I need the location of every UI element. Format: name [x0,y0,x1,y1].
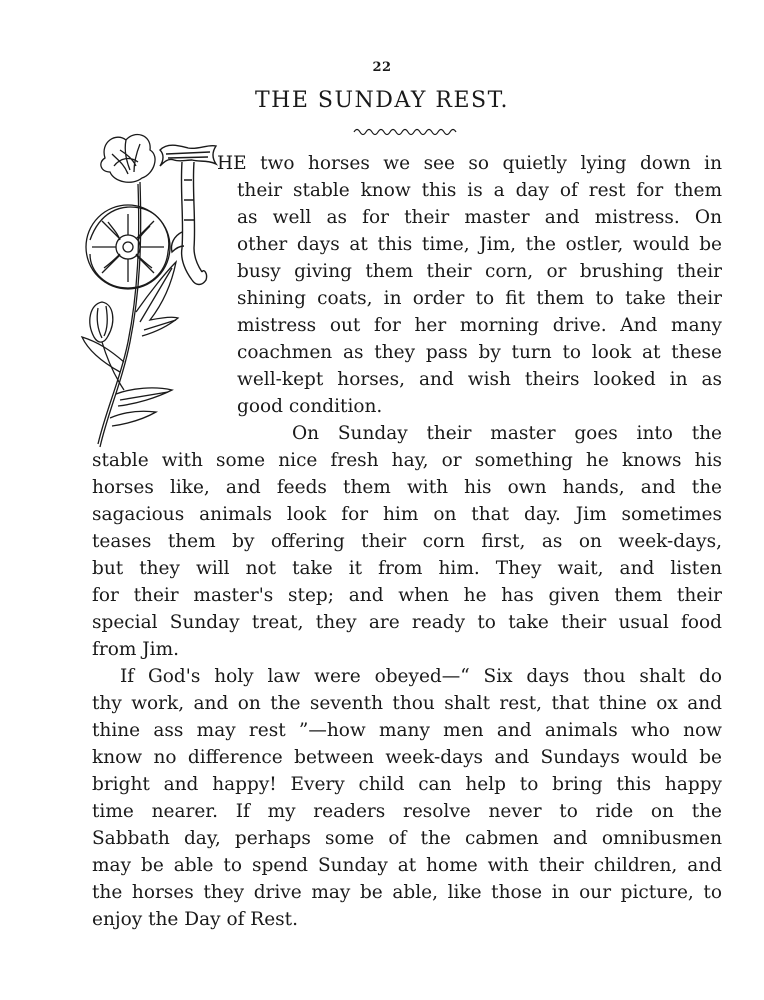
text-line: bright and happy! Every child can help to bring this happy [92,774,722,795]
text-line: Sabbath day, perhaps some of the cabmen and omnibusmen [92,828,722,849]
text-line: but they will not take it from him. They wait, and listen [92,558,722,579]
text-line: horses like, and feeds them with his own hands, and the [92,477,722,498]
text-line: from Jim. [92,639,180,660]
page-number: 22 [372,60,392,75]
text-line: enjoy the Day of Rest. [92,909,298,930]
text-line: the horses they drive may be able, like those in our picture, to [92,882,722,903]
text-line: their stable know this is a day of rest for them [237,180,722,201]
text-line: may be able to spend Sunday at home with their children, and [92,855,722,876]
wavy-rule-ornament [352,126,460,136]
text-line: sagacious animals look for him on that day. Jim sometimes [92,504,722,525]
text-line: coachmen as they pass by turn to look at these [237,342,722,363]
text-line: as well as for their master and mistress. On [237,207,722,228]
text-line: If God's holy law were obeyed—“ Six days thou shalt do [120,666,722,687]
text-line: know no difference between week-days and Sundays would be [92,747,722,768]
text-line: well-kept horses, and wish theirs looked in as [237,369,722,390]
text-line: thine ass may rest ”—how many men and animals who now [92,720,722,741]
text-line: On Sunday their master goes into the [292,423,722,444]
text-line: for their master's step; and when he has given them their [92,585,722,606]
text-line: stable with some nice fresh hay, or something he knows his [92,450,722,471]
page-title: THE SUNDAY REST. [254,88,510,113]
text-line: time nearer. If my readers resolve never to ride on the [92,801,722,822]
text-line: special Sunday treat, they are ready to take their usual food [92,612,722,633]
text-line: teases them by offering their corn first, as on week-days, [92,531,722,552]
drop-cap-letter-t-icon [158,140,220,290]
text-line: other days at this time, Jim, the ostler, would be [237,234,722,255]
text-line: shining coats, in order to fit them to take their [237,288,722,309]
text-line: busy giving them their corn, or brushing their [237,261,722,282]
text-line: thy work, and on the seventh thou shalt rest, that thine ox and [92,693,722,714]
text-line: good condition. [237,396,383,417]
text-line: mistress out for her morning drive. And many [237,315,722,336]
text-line: HE two horses we see so quietly lying down in [217,153,722,174]
